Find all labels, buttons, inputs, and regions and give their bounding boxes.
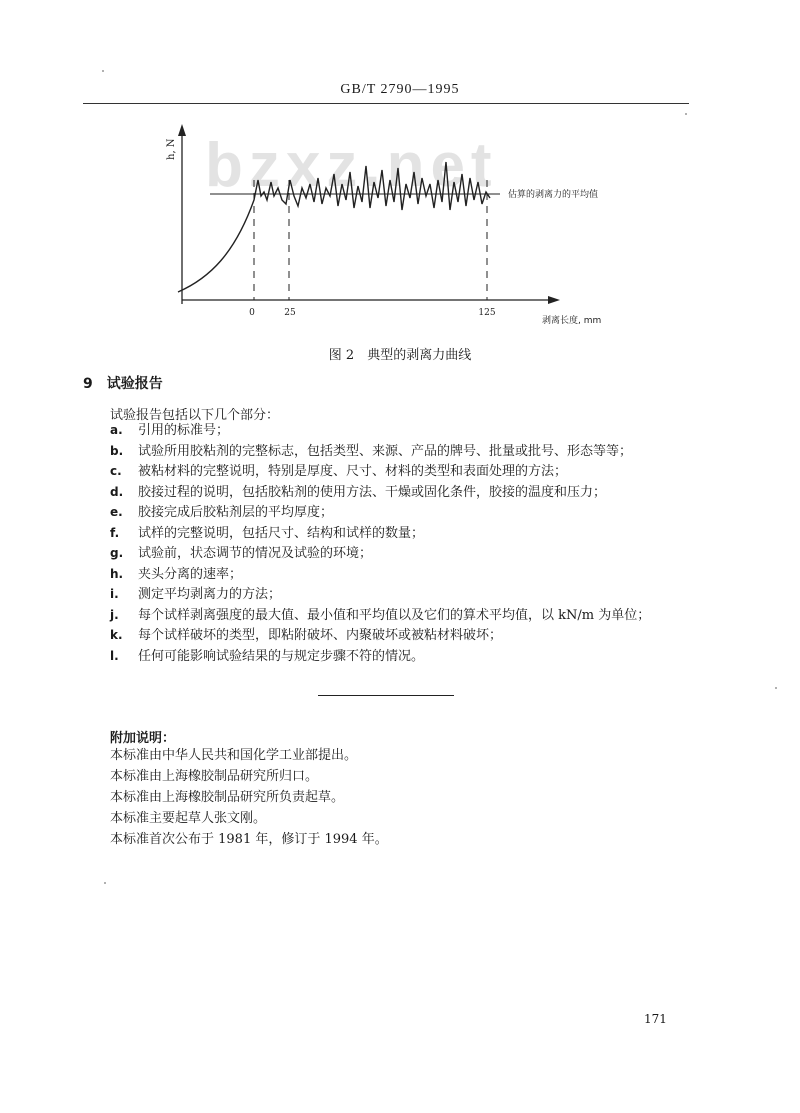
note-line: 本标准由中华人民共和国化学工业部提出。 [110,748,358,763]
scan-speck [685,113,687,115]
standard-number-header: GB/T 2790—1995 [340,82,460,97]
section-intro: 试验报告包括以下几个部分： [110,408,280,423]
item-label: j. [110,607,119,622]
section-divider [318,695,454,696]
scan-speck [775,687,777,689]
list-item [110,646,690,667]
report-items-list [110,420,690,666]
item-text: 任何可能影响试验结果的与规定步骤不符的情况。 [138,648,425,664]
figure-caption: 图 2 典型的剥离力曲线 [328,348,472,363]
item-text: 胶接完成后胶粘剂层的平均厚度； [138,505,334,520]
list-item [110,502,690,523]
item-text: 试样的完整说明，包括尺寸、结构和试样的数量； [138,525,425,541]
item-label: h. [110,566,124,581]
item-text: 试验所用胶粘剂的完整标志，包括类型、来源、产品的牌号、批量或批号、形态等等； [138,443,633,459]
note-line: 本标准由上海橡胶制品研究所负责起草。 [110,790,345,805]
item-label: c. [110,464,122,478]
header-rule [83,103,689,104]
item-label: k. [110,628,123,642]
item-label: g. [110,546,124,560]
item-label: i. [110,587,119,601]
x-axis-arrow [548,296,560,304]
list-item [110,605,690,626]
item-label: l. [110,648,119,663]
page-number: 171 [644,1012,667,1026]
list-item [110,625,690,646]
item-label: e. [110,505,123,519]
y-axis-arrow [178,124,186,136]
average-annotation: 估算的剥离力的平均值 [508,190,599,200]
note-line: 本标准主要起草人张文刚。 [110,811,267,826]
list-item [110,482,690,503]
list-item [110,564,690,585]
section-title: 9 试验报告 [83,376,163,392]
y-axis-label: h, N [166,138,177,160]
item-text: 引用的标准号； [138,423,230,438]
item-text: 测定平均剥离力的方法； [138,587,282,602]
watermark: bzxz.net [205,131,498,200]
x-axis-label: 剥离长度, mm [542,316,602,326]
note-line: 本标准首次公布于 1981 年，修订于 1994 年。 [110,832,388,847]
note-line: 本标准由上海橡胶制品研究所归口。 [110,769,319,784]
item-text: 每个试样剥离强度的最大值、最小值和平均值以及它们的算术平均值，以 kN/m 为单位； [138,607,651,623]
list-item [110,543,690,564]
item-text: 试验前，状态调节的情况及试验的环境； [138,546,373,561]
list-item [110,523,690,544]
tick-label-0: 0 [249,308,255,318]
item-label: a. [110,423,123,437]
item-label: f. [110,525,120,540]
notes-title: 附加说明： [110,731,176,746]
item-label: d. [110,484,124,499]
tick-label-25: 25 [284,308,296,318]
item-text: 被粘材料的完整说明，特别是厚度、尺寸、材料的类型和表面处理的方法； [138,464,568,479]
item-text: 胶接过程的说明，包括胶粘剂的使用方法、干燥或固化条件，胶接的温度和压力； [138,484,607,500]
item-text: 每个试样破坏的类型，即粘附破坏、内聚破坏或被粘材料破坏； [138,628,503,643]
list-item [110,441,690,462]
scan-speck [104,882,106,884]
item-text: 夹头分离的速率； [138,566,243,582]
notes-list [110,745,388,850]
item-label: b. [110,443,124,458]
peel-curve [178,162,490,292]
list-item [110,584,690,605]
tick-label-125: 125 [478,308,496,318]
scan-speck [102,70,104,72]
peel-curve-figure [150,118,630,333]
list-item [110,461,690,482]
list-item [110,420,690,441]
